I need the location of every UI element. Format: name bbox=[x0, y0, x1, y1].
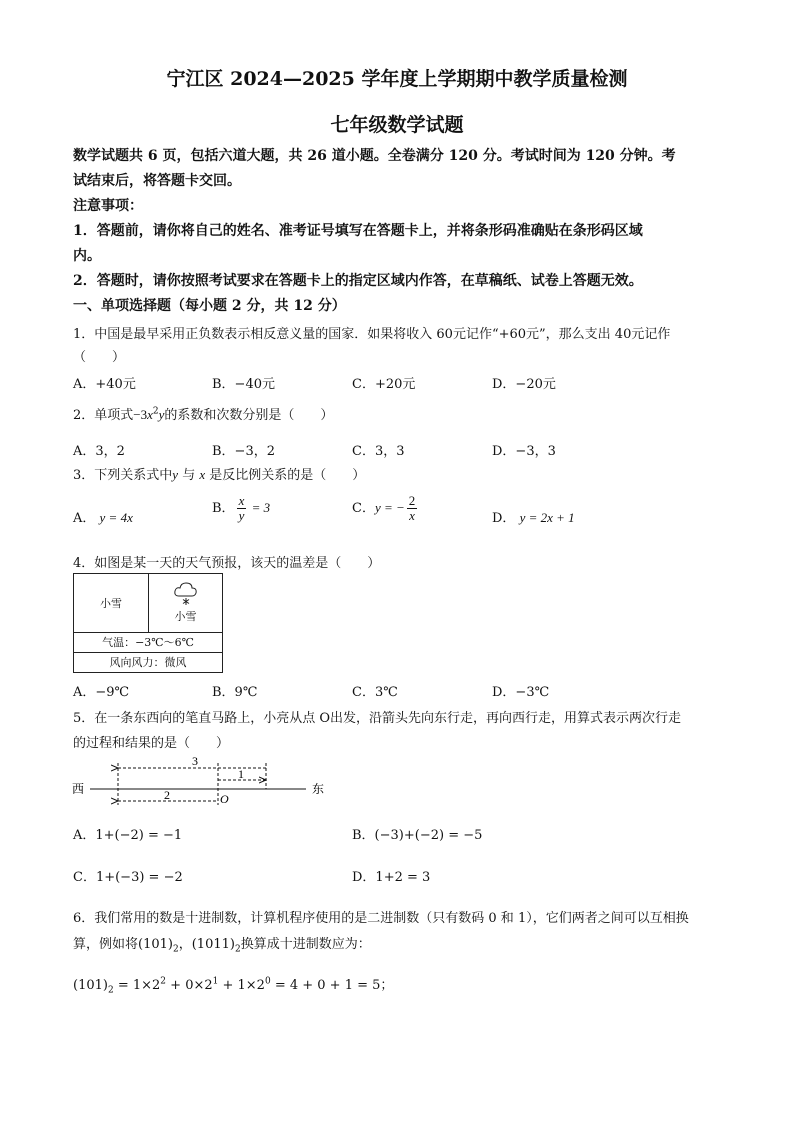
q4-option-b: B．9℃ bbox=[212, 685, 258, 700]
section-1-heading: 一、单项选择题（每小题 2 分，共 12 分） bbox=[73, 298, 346, 314]
weather-forecast-table bbox=[73, 573, 223, 673]
weather-right-label: 小雪 bbox=[174, 610, 197, 623]
q1-option-d: D．−20元 bbox=[492, 377, 556, 392]
q2-exp: 2 bbox=[152, 406, 159, 417]
q2-x: x bbox=[147, 407, 153, 422]
intro-line-1: 数学试题共 6 页，包括六道大题，共 26 道小题。全卷满分 120 分。考试时间为 120 分钟。考 bbox=[73, 148, 676, 164]
q3-option-b: B． $\frac{x}{y}$ = 3 bbox=[212, 493, 271, 523]
weather-wind-row: 风向风力：微风 bbox=[109, 656, 187, 669]
weather-left-label: 小雪 bbox=[100, 597, 122, 610]
east-label: 东 bbox=[312, 782, 325, 796]
q5-option-c: C．1+(−3) = −2 bbox=[73, 870, 183, 885]
q2-option-c: C．3，3 bbox=[352, 444, 405, 459]
q4-option-c: C．3℃ bbox=[352, 685, 398, 700]
q1-option-b: B．−40元 bbox=[212, 377, 275, 392]
origin-label: O bbox=[220, 792, 229, 806]
q3-option-c: C．y = − $\frac{2}{x}$ bbox=[352, 493, 416, 523]
exam-title: 宁江区 2024—2025 学年度上学期期中教学质量检测 bbox=[166, 68, 628, 90]
q3-option-a: A． y = 4x bbox=[73, 510, 133, 526]
q1-option-c: C．+20元 bbox=[352, 377, 416, 392]
label-2: 2 bbox=[164, 788, 170, 802]
q2-option-a: A．3，2 bbox=[73, 444, 125, 459]
q2-coef: −3 bbox=[133, 407, 148, 422]
exam-subtitle: 七年级数学试题 bbox=[330, 114, 464, 136]
q2-y: y bbox=[158, 407, 165, 422]
q3-option-d: D． y = 2x + 1 bbox=[492, 510, 575, 526]
q2-option-b: B．−3，2 bbox=[212, 444, 275, 459]
q6-equation: $(101)_2 = 1\times 2^2 + 0\times 2^1 + 1\times 2^0 = 4 + 0 + 1 = 5$； bbox=[73, 976, 394, 996]
q5-option-a: A．1+(−2) = −1 bbox=[73, 828, 183, 843]
weather-temp-row: 气温：−3℃～6℃ bbox=[74, 633, 222, 653]
label-3: 3 bbox=[192, 754, 198, 768]
q5-stem-1: 5．在一条东西向的笔直马路上，小亮从点 O出发，沿箭头先向东行走，再向西行走，用算式表示两次行走 bbox=[73, 711, 682, 726]
q6-line-1: 6．我们常用的数是十进制数，计算机程序使用的是二进制数（只有数码 0 和 1），它们两者之间可以互相换 bbox=[73, 911, 689, 926]
west-label: 西 bbox=[72, 782, 85, 796]
weather-left-cell bbox=[74, 574, 149, 633]
q4-stem: 4．如图是某一天的天气预报，该天的温差是（ ） bbox=[73, 556, 381, 571]
notes-heading: 注意事项： bbox=[73, 198, 143, 214]
note-2: 2．答题时，请你按照考试要求在答题卡上的指定区域内作答，在草稿纸、试卷上答题无效。 bbox=[73, 273, 643, 289]
q3-b-fraction: $\frac{x}{y}$ bbox=[238, 493, 245, 523]
q5-stem-2: 的过程和结果的是（ ） bbox=[73, 736, 230, 751]
weather-right-cell bbox=[149, 574, 222, 633]
q1-option-a: A．+40元 bbox=[73, 377, 136, 392]
q2-option-d: D．−3，3 bbox=[492, 444, 556, 459]
q6-line-2: 算，例如将$(101)_2$，$(1011)_2$换算成十进制数应为： bbox=[73, 937, 371, 955]
note-1a: 1．答题前，请你将自己的姓名、准考证号填写在答题卡上，并将条形码准确贴在条形码区域 bbox=[73, 223, 643, 239]
q4-option-d: D．−3℃ bbox=[492, 685, 550, 700]
q5-option-b: B．(−3)+(−2) = −5 bbox=[352, 828, 483, 843]
snow-cloud-icon bbox=[171, 578, 201, 608]
q3-stem: 3．下列关系式中y 与 x 是反比例关系的是（ ） bbox=[73, 467, 366, 483]
q3-c-fraction: $\frac{2}{x}$ bbox=[408, 493, 416, 523]
number-line-diagram bbox=[68, 752, 338, 812]
q1-stem: 1．中国是最早采用正负数表示相反意义量的国家．如果将收入 60元记作“+60元”，那么支出 40元记作 bbox=[73, 327, 671, 342]
label-1: 1 bbox=[238, 767, 244, 781]
q5-option-d: D．1+2 = 3 bbox=[352, 870, 431, 885]
q1-paren: （ ） bbox=[73, 350, 126, 365]
q2-stem: 2．单项式$-3x^2y$的系数和次数分别是（ ） bbox=[73, 406, 334, 423]
intro-line-2: 试结束后，将答题卡交回。 bbox=[73, 173, 241, 189]
q4-option-a: A．−9℃ bbox=[73, 685, 130, 700]
note-1b: 内。 bbox=[73, 248, 101, 264]
